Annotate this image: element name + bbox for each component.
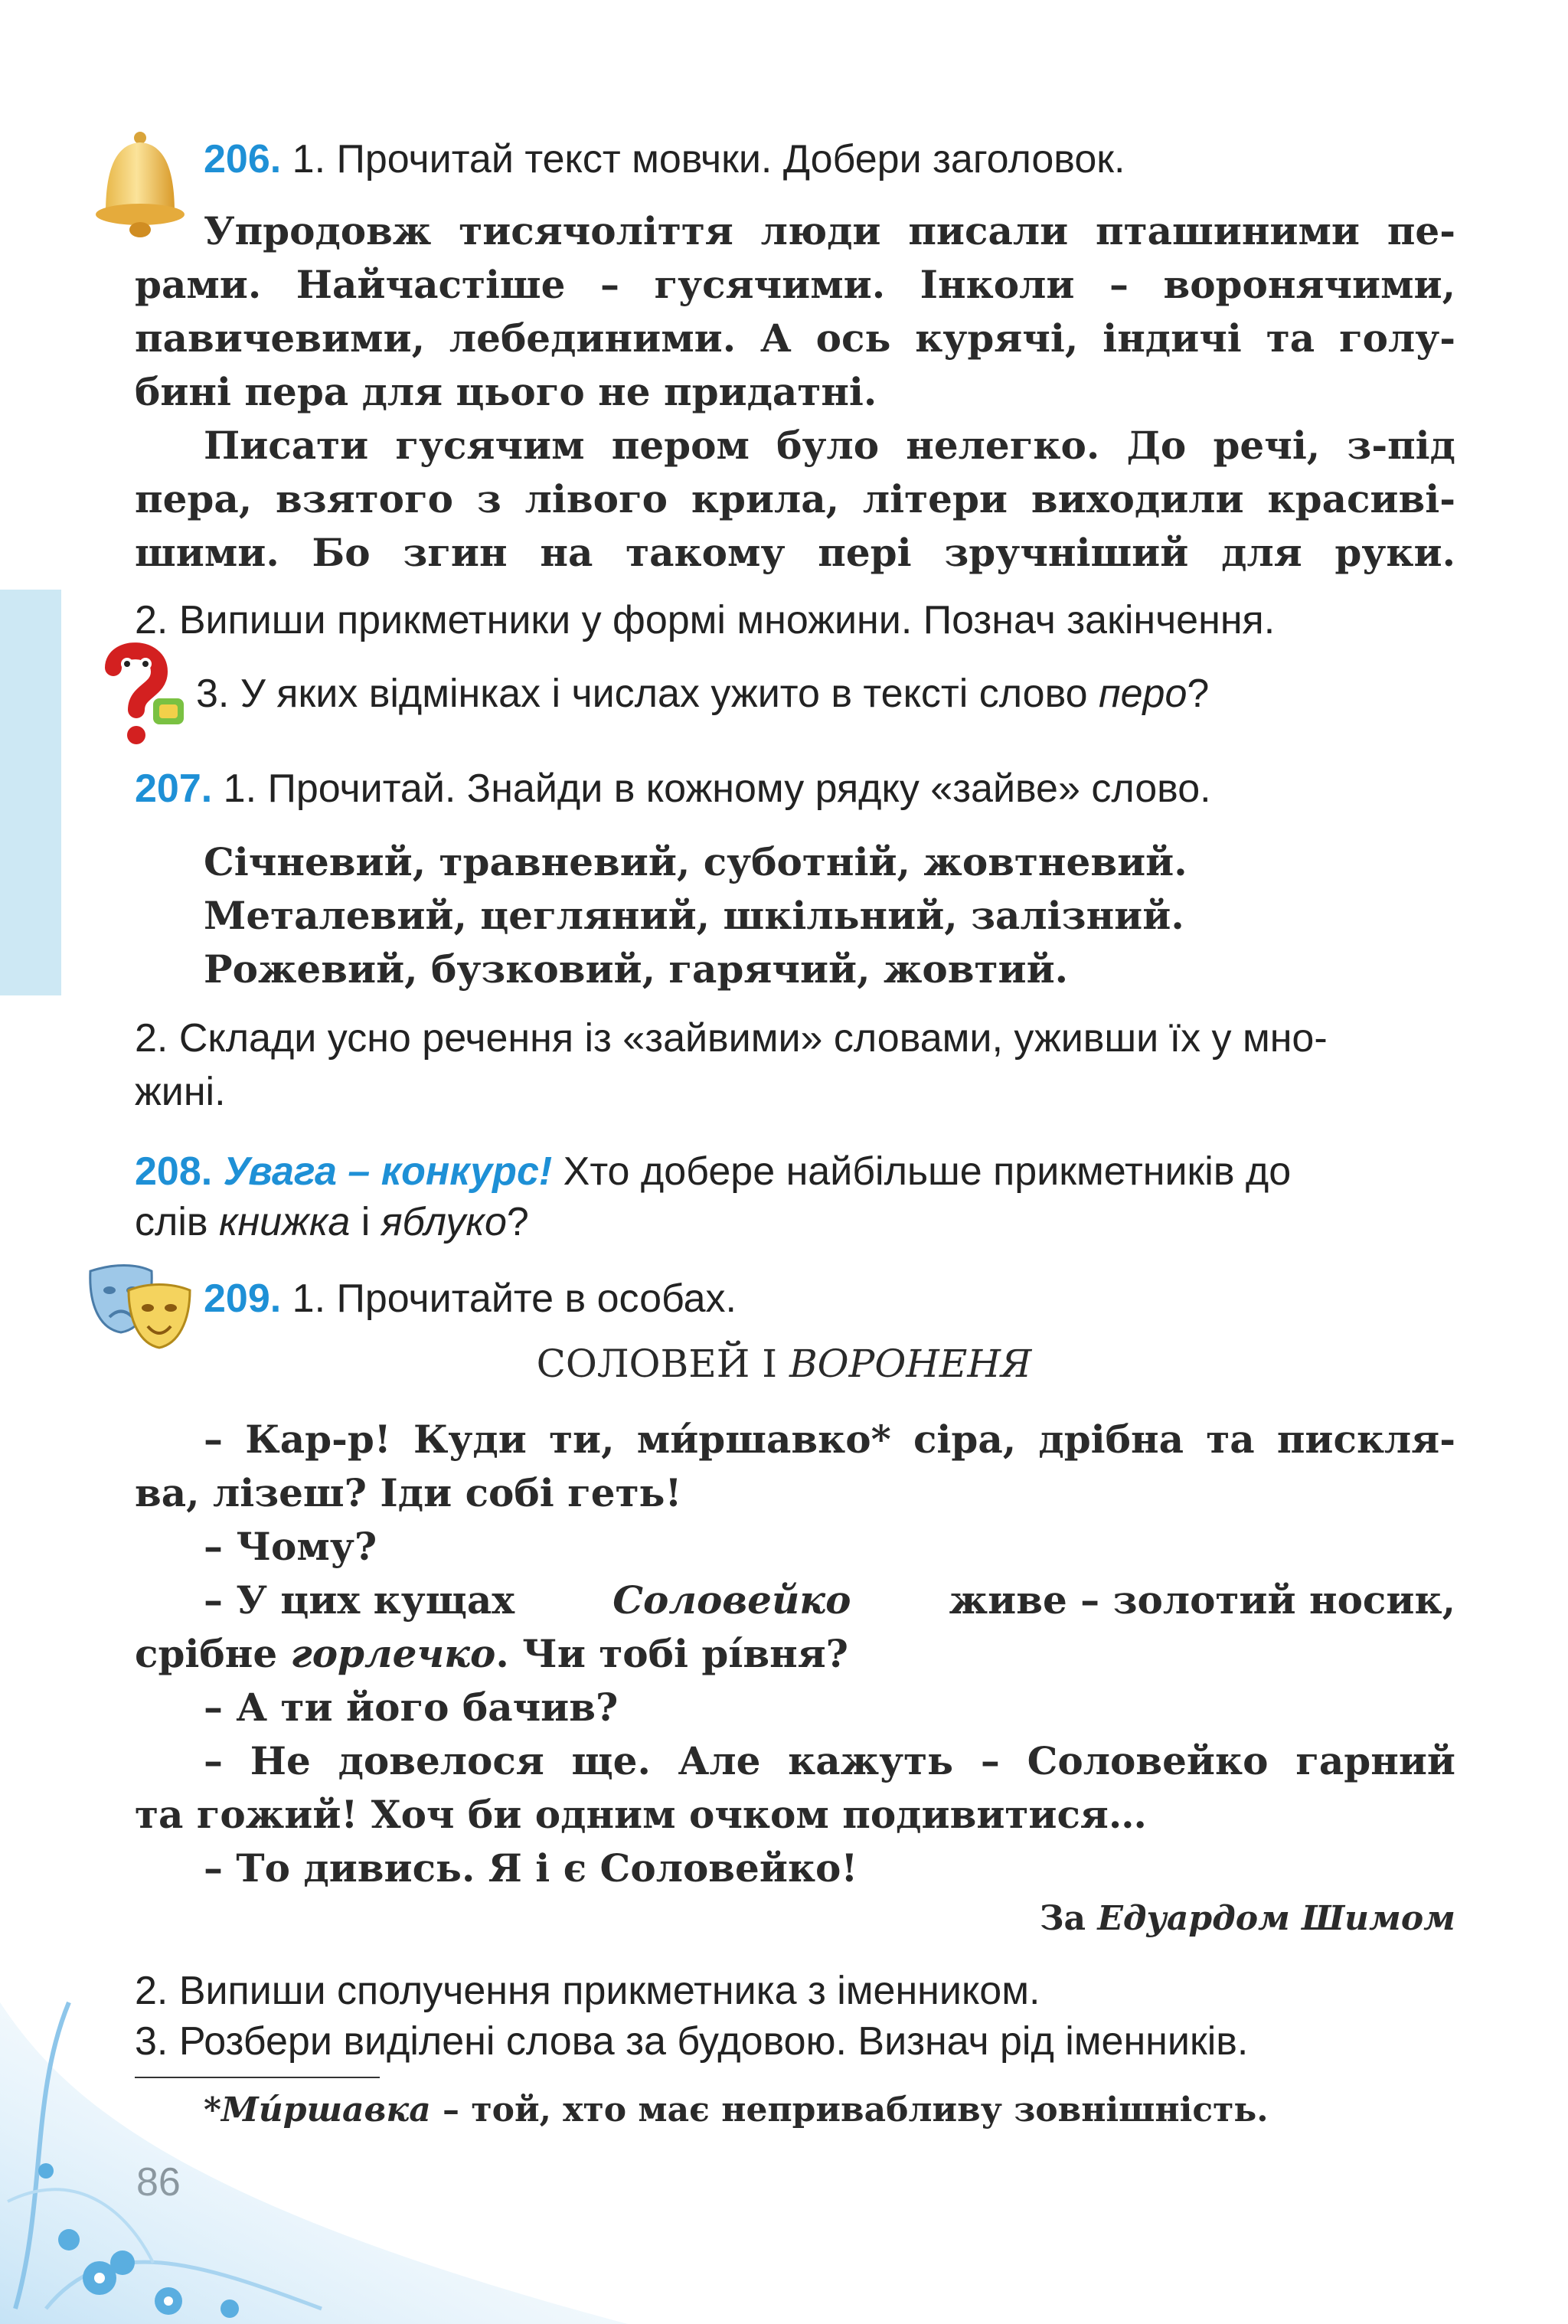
ex209-d5-line1: – Не довелося ще. Але кажуть – Соловейко гарний — [204, 1738, 1455, 1783]
ex206-number: 206. — [204, 137, 282, 181]
ex206-task3-end: ? — [1187, 672, 1210, 716]
ex208-text-b: слів — [135, 1200, 219, 1244]
ex209-number: 209. — [204, 1276, 282, 1321]
ex209-d3-l2-b: горлечко — [290, 1631, 496, 1676]
ex209-d3-b: Соловейко — [612, 1577, 851, 1623]
ex206-task3 — [196, 671, 1209, 717]
sidebar-tab — [0, 590, 61, 995]
theater-masks-icon — [83, 1256, 198, 1355]
ex208-line1 — [135, 1149, 1291, 1195]
ex208-contest: Увага – конкурс! — [212, 1149, 553, 1194]
ex209-story-title — [0, 1342, 1568, 1386]
ex207-task1: 1. Прочитай. Знайди в кожному рядку «зайве» слово. — [212, 766, 1211, 811]
ex209-task3: 3. Розбери виділені слова за будовою. Визнач рід іменників. — [135, 2019, 1249, 2064]
floral-decoration — [0, 1773, 628, 2324]
ex208-text: Хто добере найбільше прикметників до — [552, 1149, 1292, 1194]
ex206-p1-line3: павичевими, лебединими. А ось курячі, індичі та голу- — [135, 315, 1455, 361]
ex207-task2-line2: жині. — [135, 1070, 226, 1114]
ex209-d6: – То дивись. Я і є Соловейко! — [204, 1845, 858, 1891]
bell-icon — [83, 129, 198, 244]
ex207-heading — [135, 766, 1211, 812]
ex209-task1: 1. Прочитайте в особах. — [281, 1276, 737, 1321]
ex209-d5-line2: та гожий! Хоч би одним очком подивитися… — [135, 1792, 1147, 1837]
ex206-p1-line4: бині пера для цього не придатні. — [135, 369, 877, 414]
ex209-author-name: Едуардом Шимом — [1097, 1899, 1455, 1938]
ex208-word2: яблуко — [381, 1200, 507, 1244]
question-character-icon — [83, 637, 198, 752]
ex206-task3-word: перо — [1099, 672, 1187, 716]
ex208-text-c: і — [350, 1200, 381, 1244]
ex207-task2-line1: 2. Склади усно речення із «зайвими» словами, уживши їх у мно- — [135, 1016, 1328, 1061]
footnote-text: – той, хто має непривабливу зовнішність. — [430, 2090, 1269, 2130]
ex209-d3-line2 — [135, 1631, 848, 1676]
ex207-row1: Січневий, травневий, суботній, жовтневий. — [204, 839, 1187, 884]
ex208-line2 — [135, 1199, 529, 1245]
ex206-task1: 1. Прочитай текст мовчки. Добери заголовок. — [281, 137, 1125, 181]
ex209-d3-l2-c: . Чи тобі рі́вня? — [495, 1631, 848, 1676]
ex209-author-prefix: За — [1039, 1899, 1098, 1938]
ex209-d4: – А ти його бачив? — [204, 1685, 619, 1730]
ex206-p1-line2: рами. Найчастіше – гусячими. Інколи – воронячими, — [135, 262, 1455, 307]
ex209-title-a: СОЛОВЕЙ І — [536, 1342, 789, 1386]
ex209-d3-l2-a: срібне — [135, 1631, 291, 1676]
ex209-task2: 2. Випиши сполучення прикметника з іменником. — [135, 1969, 1040, 2013]
ex209-d2: – Чому? — [204, 1524, 377, 1569]
ex209-title-b: ВОРОНЕНЯ — [789, 1342, 1032, 1386]
ex206-heading — [204, 136, 1125, 182]
ex209-d1-line2: ва, лізеш? Іди собі геть! — [135, 1470, 682, 1515]
ex208-text-d: ? — [506, 1200, 529, 1244]
ex207-row2: Металевий, цегляний, шкільний, залізний. — [204, 893, 1184, 938]
ex206-p2-line3: шими. Бо згин на такому пері зручніший для руки. — [135, 530, 1455, 575]
ex207-row3: Рожевий, бузковий, гарячий, жовтий. — [204, 946, 1069, 992]
ex209-heading — [204, 1276, 737, 1322]
ex209-d3-c: живе – золотий носик, — [949, 1577, 1455, 1623]
ex209-d3-a: – У цих кущах — [204, 1577, 515, 1623]
ex206-p2-line1: Писати гусячим пером було нелегко. До речі, з-під — [204, 423, 1455, 468]
ex208-number: 208. — [135, 1149, 213, 1194]
ex209-d1-line1: – Кар-р! Куди ти, ми́ршавко* сіра, дрібна та пискля- — [204, 1417, 1455, 1462]
ex206-p2-line2: пера, взятого з лівого крила, літери виходили красиві- — [135, 476, 1455, 521]
ex209-author — [1040, 1899, 1455, 1938]
ex208-word1: книжка — [218, 1200, 351, 1244]
ex206-task2: 2. Випиши прикметники у формі множини. Познач закінчення. — [135, 598, 1276, 642]
ex206-p1-line1: Упродовж тисячоліття люди писали пташиними пе- — [204, 208, 1455, 253]
ex207-number: 207. — [135, 766, 213, 811]
footnote-term: *Ми́ршавка — [204, 2090, 431, 2130]
ex209-d3-line1 — [204, 1577, 1455, 1623]
ex206-task3-text: 3. У яких відмінках і числах ужито в тексті слово — [196, 672, 1099, 716]
